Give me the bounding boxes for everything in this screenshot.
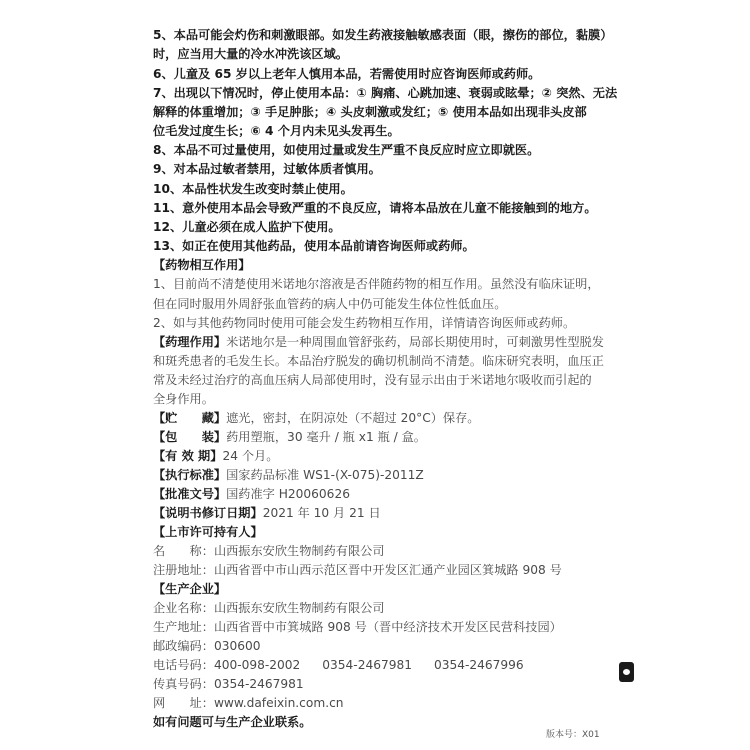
- pharmacology-line3: 常及未经过治疗的高血压病人局部使用时，没有显示出由于米诺地尔吸收而引起的: [153, 373, 592, 387]
- caution-item-5-line1: 5、本品可能会灼伤和刺激眼部。如发生药液接触敏感表面（眼，擦伤的部位，黏膜）: [153, 28, 613, 42]
- caution-item-8: 8、本品不可过量使用，如使用过量或发生严重不良反应时应立即就医。: [153, 143, 540, 157]
- manufacturer-fax: 0354-2467981: [213, 677, 304, 691]
- package-label: 【包 装】: [153, 430, 227, 444]
- caution-item-7-line1: 7、出现以下情况时，停止使用本品：① 胸痛、心跳加速、衰弱或眩晕；② 突然、无法: [153, 86, 618, 100]
- revision-value: 2021 年 10 月 21 日: [262, 506, 381, 520]
- pharmacology-line2: 和斑秃患者的毛发生长。本品治疗脱发的确切机制尚不清楚。临床研究表明，血压正: [153, 354, 604, 368]
- caution-item-9: 9、对本品过敏者禁用，过敏体质者慎用。: [153, 162, 381, 176]
- approval-label: 【批准文号】: [153, 487, 227, 501]
- interactions-p1-line2: 但在同时服用外周舒张血管药的病人中仍可能发生体位性低血压。: [153, 297, 507, 311]
- caution-item-10: 10、本品性状发生改变时禁止使用。: [153, 182, 353, 196]
- caution-item-7-line3: 位毛发过度生长；⑥ 4 个月内未见头发再生。: [153, 124, 400, 138]
- version-number: 版本号：X01: [546, 730, 600, 740]
- manufacturer-zip-row: [153, 637, 623, 656]
- package-row: [153, 428, 623, 447]
- manufacturer-name-row: [153, 599, 623, 618]
- manufacturer-name-label: 企业名称：: [153, 601, 214, 615]
- holder-heading: 【上市许可持有人】: [153, 525, 263, 539]
- validity-row: [153, 447, 623, 466]
- holder-name-label: 名 称：: [153, 544, 214, 558]
- caution-item-13: 13、如正在使用其他药品，使用本品前请咨询医师或药师。: [153, 239, 475, 253]
- manufacturer-zip-label: 邮政编码：: [153, 639, 214, 653]
- manufacturer-fax-label: 传真号码：: [153, 677, 214, 691]
- holder-address: 山西省晋中市山西示范区晋中开发区汇通产业园区箕城路 908 号: [213, 563, 562, 577]
- holder-name: 山西振东安欣生物制药有限公司: [213, 544, 385, 558]
- manufacturer-website: www.dafeixin.com.cn: [213, 696, 344, 710]
- pharmacology-text-1: 米诺地尔是一种周围血管舒张药，局部长期使用时，可刺激男性型脱发: [226, 335, 604, 349]
- manufacturer-phone-2: 0354-2467981: [322, 658, 412, 672]
- pharmacology-line1: [153, 333, 623, 352]
- approval-row: [153, 485, 623, 504]
- manufacturer-phone-1: 400-098-2002: [213, 658, 301, 672]
- standard-row: [153, 466, 623, 485]
- storage-label: 【贮 藏】: [153, 411, 227, 425]
- manufacturer-phone-row: [153, 656, 623, 675]
- manufacturer-phone-label: 电话号码：: [153, 658, 214, 672]
- package-value: 药用塑瓶，30 毫升 / 瓶 x1 瓶 / 盒。: [226, 430, 426, 444]
- standard-value: 国家药品标准 WS1-(X-075)-2011Z: [226, 468, 424, 482]
- manufacturer-heading: 【生产企业】: [153, 582, 227, 596]
- interactions-heading: 【药物相互作用】: [153, 258, 251, 272]
- revision-label: 【说明书修订日期】: [153, 506, 263, 520]
- holder-address-row: [153, 561, 623, 580]
- holder-address-label: 注册地址：: [153, 563, 214, 577]
- manufacturer-address: 山西省晋中市箕城路 908 号（晋中经济技术开发区民营科技园）: [213, 620, 562, 634]
- caution-item-11: 11、意外使用本品会导致严重的不良反应，请将本品放在儿童不能接触到的地方。: [153, 201, 597, 215]
- storage-value: 遮光，密封，在阴凉处（不超过 20°C）保存。: [226, 411, 480, 425]
- caution-item-12: 12、儿童必须在成人监护下使用。: [153, 220, 341, 234]
- interactions-p2: 2、如与其他药物同时使用可能会发生药物相互作用，详情请咨询医师或药师。: [153, 316, 576, 330]
- caution-item-6: 6、儿童及 65 岁以上老年人慎用本品，若需使用时应咨询医师或药师。: [153, 67, 541, 81]
- manufacturer-address-label: 生产地址：: [153, 620, 214, 634]
- validity-value: 24 个月。: [222, 449, 279, 463]
- pharmacology-line4: 全身作用。: [153, 392, 214, 406]
- revision-row: [153, 504, 623, 523]
- manufacturer-address-row: [153, 618, 623, 637]
- validity-label: 【有 效 期】: [153, 449, 223, 463]
- manufacturer-web-row: [153, 694, 623, 713]
- manufacturer-phone-3: 0354-2467996: [433, 658, 524, 672]
- storage-row: [153, 409, 623, 428]
- pharmacology-label: 【药理作用】: [153, 335, 227, 349]
- corner-mark-icon: [619, 662, 634, 682]
- caution-item-5-line2: 时，应当用大量的冷水冲洗该区域。: [153, 47, 348, 61]
- holder-name-row: [153, 542, 623, 561]
- manufacturer-name: 山西振东安欣生物制药有限公司: [213, 601, 385, 615]
- manufacturer-zip: 030600: [213, 639, 261, 653]
- caution-item-7-line2: 解释的体重增加；③ 手足肿胀；④ 头皮刺激或发红；⑤ 使用本品如出现非头皮部: [153, 105, 587, 119]
- interactions-p1-line1: 1、目前尚不清楚使用米诺地尔溶液是否伴随药物的相互作用。虽然没有临床证明，: [153, 277, 600, 291]
- contact-note: 如有问题可与生产企业联系。: [153, 715, 312, 729]
- manufacturer-web-label: 网 址：: [153, 696, 214, 710]
- manufacturer-fax-row: [153, 675, 623, 694]
- standard-label: 【执行标准】: [153, 468, 227, 482]
- approval-value: 国药准字 H20060626: [226, 487, 350, 501]
